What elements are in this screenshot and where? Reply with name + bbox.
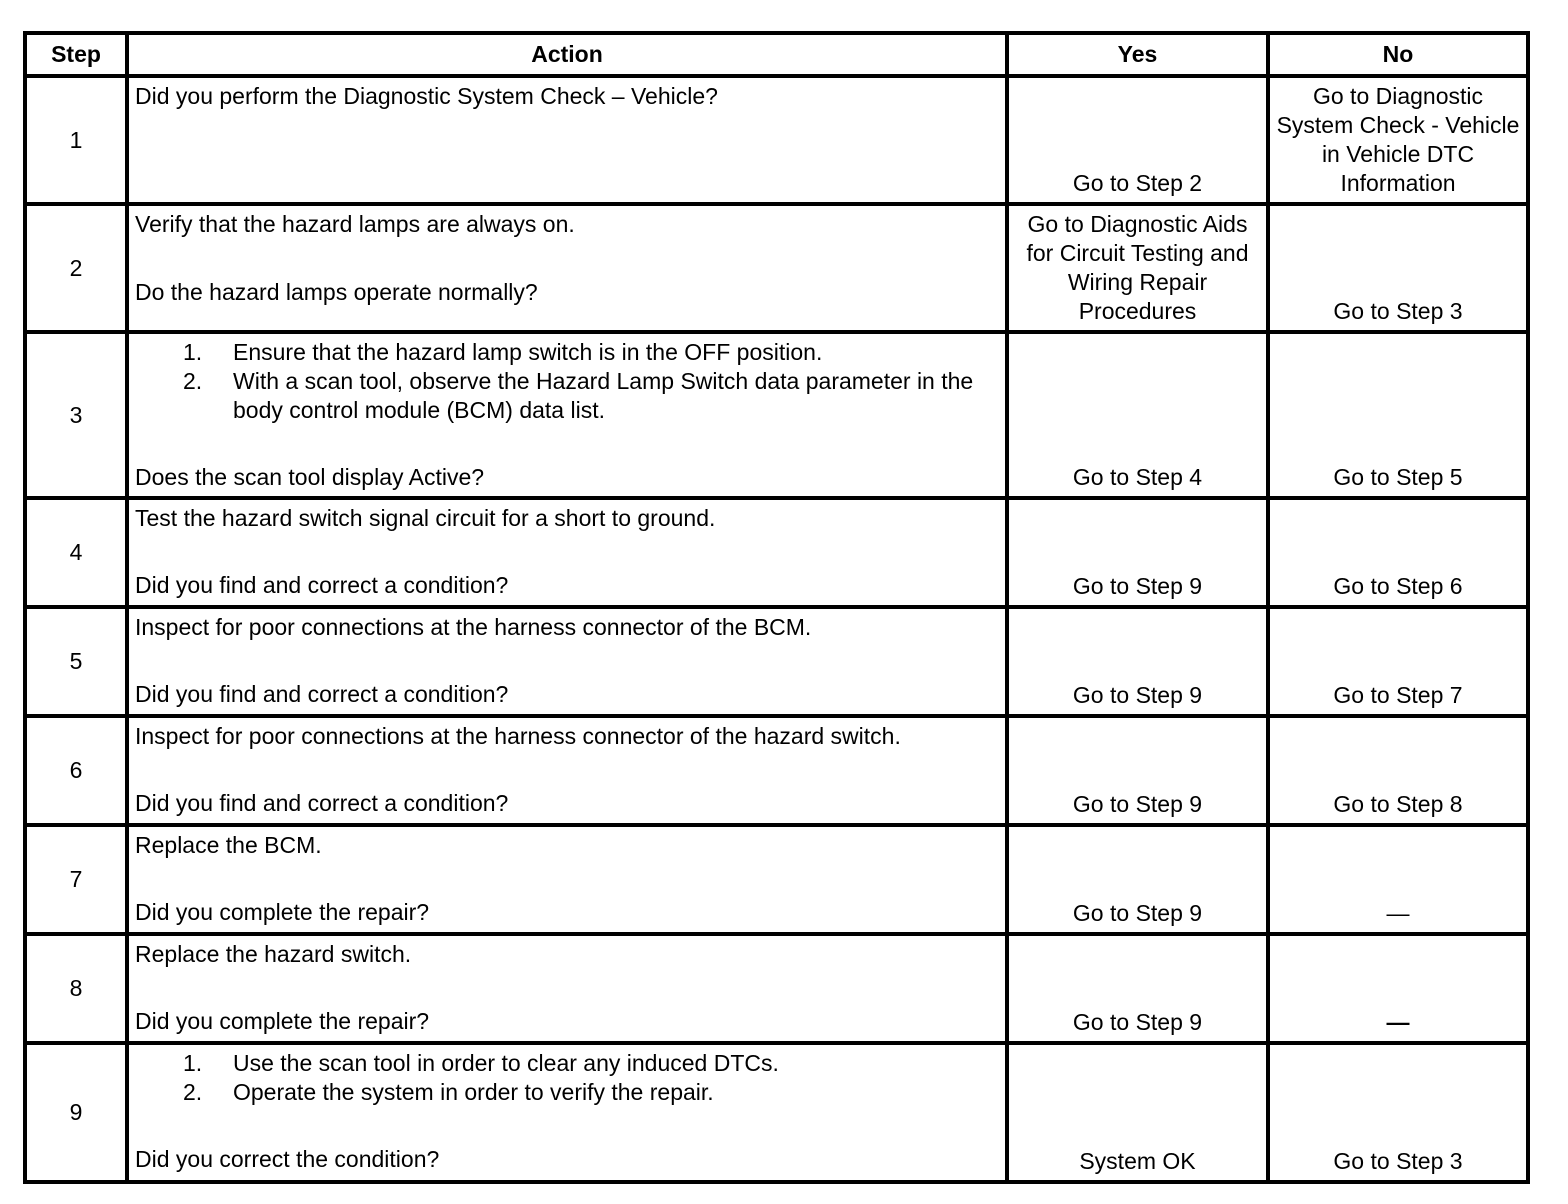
header-row bbox=[25, 33, 1528, 76]
yes-cell: Go to Step 9 bbox=[1007, 934, 1268, 1043]
step-number: 6 bbox=[25, 716, 127, 825]
no-cell: Go to Step 8 bbox=[1268, 716, 1528, 825]
step-header: Step bbox=[25, 33, 127, 76]
yes-cell: System OK bbox=[1007, 1043, 1268, 1182]
step-number: 9 bbox=[25, 1043, 127, 1182]
list-item-number: 2. bbox=[183, 1079, 203, 1105]
action-cell bbox=[127, 716, 1007, 825]
action-intro: Inspect for poor connections at the harness connector of the hazard switch. bbox=[135, 723, 901, 749]
step-number: 1 bbox=[25, 76, 127, 204]
no-cell: Go to Step 3 bbox=[1268, 1043, 1528, 1182]
no-header: No bbox=[1268, 33, 1528, 76]
no-cell: Go to Step 5 bbox=[1268, 332, 1528, 498]
list-item-number: 1. bbox=[183, 339, 203, 365]
action-intro: Did you perform the Diagnostic System Check – Vehicle? bbox=[135, 83, 718, 109]
table-row bbox=[25, 332, 1528, 498]
yes-cell: Go to Step 9 bbox=[1007, 825, 1268, 934]
yes-cell: Go to Step 2 bbox=[1007, 76, 1268, 204]
table-row bbox=[25, 716, 1528, 825]
action-intro: Verify that the hazard lamps are always on. bbox=[135, 211, 575, 237]
table-row bbox=[25, 204, 1528, 332]
list-item bbox=[183, 1078, 999, 1107]
no-cell: — bbox=[1268, 825, 1528, 934]
no-cell: Go to Step 7 bbox=[1268, 607, 1528, 716]
list-item-text: Ensure that the hazard lamp switch is in the OFF position. bbox=[233, 339, 823, 365]
action-question: Do the hazard lamps operate normally? bbox=[135, 279, 538, 305]
list-item bbox=[183, 1049, 999, 1078]
step-number: 5 bbox=[25, 607, 127, 716]
table-row bbox=[25, 76, 1528, 204]
action-intro: Inspect for poor connections at the harness connector of the BCM. bbox=[135, 614, 812, 640]
action-numbered-list bbox=[135, 1049, 999, 1107]
action-header: Action bbox=[127, 33, 1007, 76]
no-cell: Go to Diagnostic System Check - Vehicle in Vehicle DTC Information bbox=[1268, 76, 1528, 204]
table-row bbox=[25, 498, 1528, 607]
list-item-number: 2. bbox=[183, 368, 203, 394]
list-item bbox=[183, 338, 999, 367]
action-cell bbox=[127, 498, 1007, 607]
no-cell: Go to Step 3 bbox=[1268, 204, 1528, 332]
table-row bbox=[25, 934, 1528, 1043]
action-question: Did you find and correct a condition? bbox=[135, 572, 509, 598]
table-row bbox=[25, 825, 1528, 934]
step-number: 7 bbox=[25, 825, 127, 934]
action-numbered-list bbox=[135, 338, 999, 425]
action-question: Did you complete the repair? bbox=[135, 1008, 430, 1034]
action-cell bbox=[127, 332, 1007, 498]
no-cell: Go to Step 6 bbox=[1268, 498, 1528, 607]
action-intro: Replace the BCM. bbox=[135, 832, 322, 858]
table-row bbox=[25, 1043, 1528, 1182]
yes-cell: Go to Diagnostic Aids for Circuit Testing and Wiring Repair Procedures bbox=[1007, 204, 1268, 332]
action-cell bbox=[127, 1043, 1007, 1182]
step-number: 2 bbox=[25, 204, 127, 332]
table-row bbox=[25, 607, 1528, 716]
list-item-text: With a scan tool, observe the Hazard Lamp Switch data parameter in the body control module (BCM) data list. bbox=[233, 368, 974, 423]
action-question: Did you correct the condition? bbox=[135, 1146, 440, 1172]
list-item bbox=[183, 367, 999, 425]
no-cell: — bbox=[1268, 934, 1528, 1043]
list-item-text: Operate the system in order to verify the repair. bbox=[233, 1079, 714, 1105]
action-cell bbox=[127, 204, 1007, 332]
action-cell bbox=[127, 934, 1007, 1043]
yes-cell: Go to Step 9 bbox=[1007, 607, 1268, 716]
yes-cell: Go to Step 9 bbox=[1007, 716, 1268, 825]
action-question: Did you find and correct a condition? bbox=[135, 681, 509, 707]
yes-cell: Go to Step 9 bbox=[1007, 498, 1268, 607]
yes-header: Yes bbox=[1007, 33, 1268, 76]
list-item-text: Use the scan tool in order to clear any induced DTCs. bbox=[233, 1050, 779, 1076]
action-question: Did you find and correct a condition? bbox=[135, 790, 509, 816]
step-number: 8 bbox=[25, 934, 127, 1043]
list-item-number: 1. bbox=[183, 1050, 203, 1076]
action-intro: Test the hazard switch signal circuit for a short to ground. bbox=[135, 505, 716, 531]
step-number: 3 bbox=[25, 332, 127, 498]
action-intro: Replace the hazard switch. bbox=[135, 941, 412, 967]
yes-cell: Go to Step 4 bbox=[1007, 332, 1268, 498]
step-number: 4 bbox=[25, 498, 127, 607]
action-question: Does the scan tool display Active? bbox=[135, 464, 485, 490]
diagnostic-table bbox=[23, 31, 1530, 1184]
action-cell bbox=[127, 76, 1007, 204]
action-question: Did you complete the repair? bbox=[135, 899, 430, 925]
action-cell bbox=[127, 607, 1007, 716]
action-cell bbox=[127, 825, 1007, 934]
